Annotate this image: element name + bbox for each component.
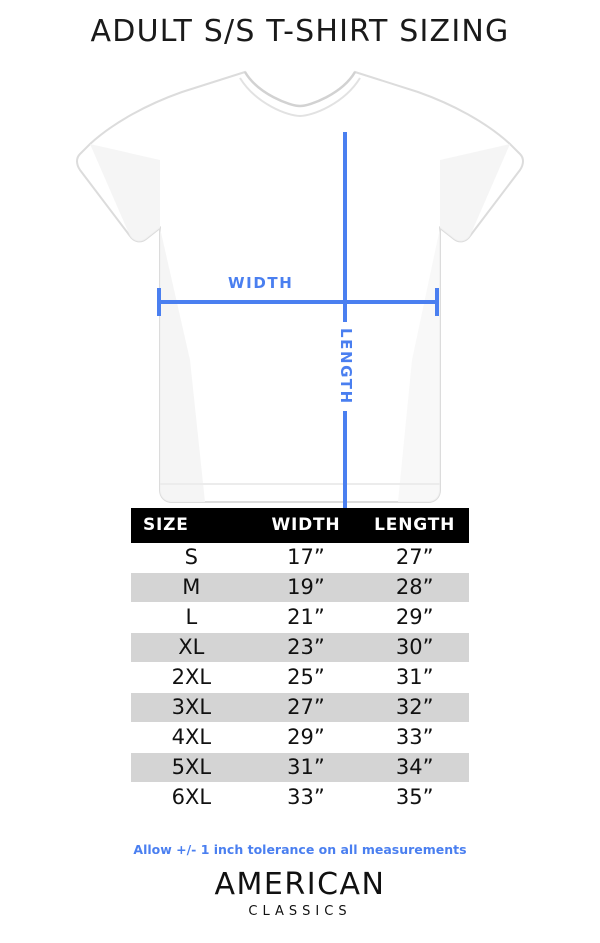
table-row: [131, 663, 469, 693]
cell-length: 28”: [360, 573, 469, 603]
cell-size: 6XL: [131, 783, 252, 813]
cell-size: L: [131, 603, 252, 633]
brand-logo: [0, 868, 600, 919]
page-title: ADULT S/S T-SHIRT SIZING: [90, 14, 510, 49]
table-row: [131, 783, 469, 813]
tshirt-illustration: [0, 60, 600, 510]
width-cap-left: [157, 288, 161, 316]
table-row: [131, 633, 469, 663]
cell-length: 34”: [360, 753, 469, 783]
width-measure-line: [158, 300, 438, 304]
tolerance-note: Allow +/- 1 inch tolerance on all measurements: [133, 842, 467, 857]
brand-name-primary: AMERICAN: [214, 867, 386, 902]
table-row: [131, 723, 469, 753]
cell-width: 21”: [252, 603, 361, 633]
table-row: [131, 543, 469, 573]
cell-width: 23”: [252, 633, 361, 663]
table-row: [131, 603, 469, 633]
cell-width: 33”: [252, 783, 361, 813]
cell-length: 32”: [360, 693, 469, 723]
cell-length: 35”: [360, 783, 469, 813]
table-row: [131, 573, 469, 603]
cell-size: XL: [131, 633, 252, 663]
table-header: [131, 508, 469, 543]
brand-name-secondary: CLASSICS: [248, 904, 352, 919]
cell-length: 29”: [360, 603, 469, 633]
cell-width: 27”: [252, 693, 361, 723]
tshirt-icon: [0, 60, 600, 510]
cell-size: 5XL: [131, 753, 252, 783]
cell-length: 27”: [360, 543, 469, 573]
cell-width: 25”: [252, 663, 361, 693]
cell-width: 19”: [252, 573, 361, 603]
width-cap-right: [435, 288, 439, 316]
width-label: WIDTH: [222, 274, 299, 292]
cell-length: 31”: [360, 663, 469, 693]
cell-size: 3XL: [131, 693, 252, 723]
cell-length: 30”: [360, 633, 469, 663]
cell-size: 4XL: [131, 723, 252, 753]
cell-size: M: [131, 573, 252, 603]
table-row: [131, 693, 469, 723]
table-header-row: [131, 508, 469, 543]
cell-length: 33”: [360, 723, 469, 753]
cell-width: 29”: [252, 723, 361, 753]
size-table: [131, 508, 469, 813]
cell-size: S: [131, 543, 252, 573]
length-label: LENGTH: [337, 322, 355, 411]
header-width: WIDTH: [252, 508, 361, 543]
header-length: LENGTH: [360, 508, 469, 543]
table-row: [131, 753, 469, 783]
header-size: SIZE: [131, 508, 252, 543]
cell-width: 17”: [252, 543, 361, 573]
cell-size: 2XL: [131, 663, 252, 693]
table-body: [131, 543, 469, 813]
cell-width: 31”: [252, 753, 361, 783]
